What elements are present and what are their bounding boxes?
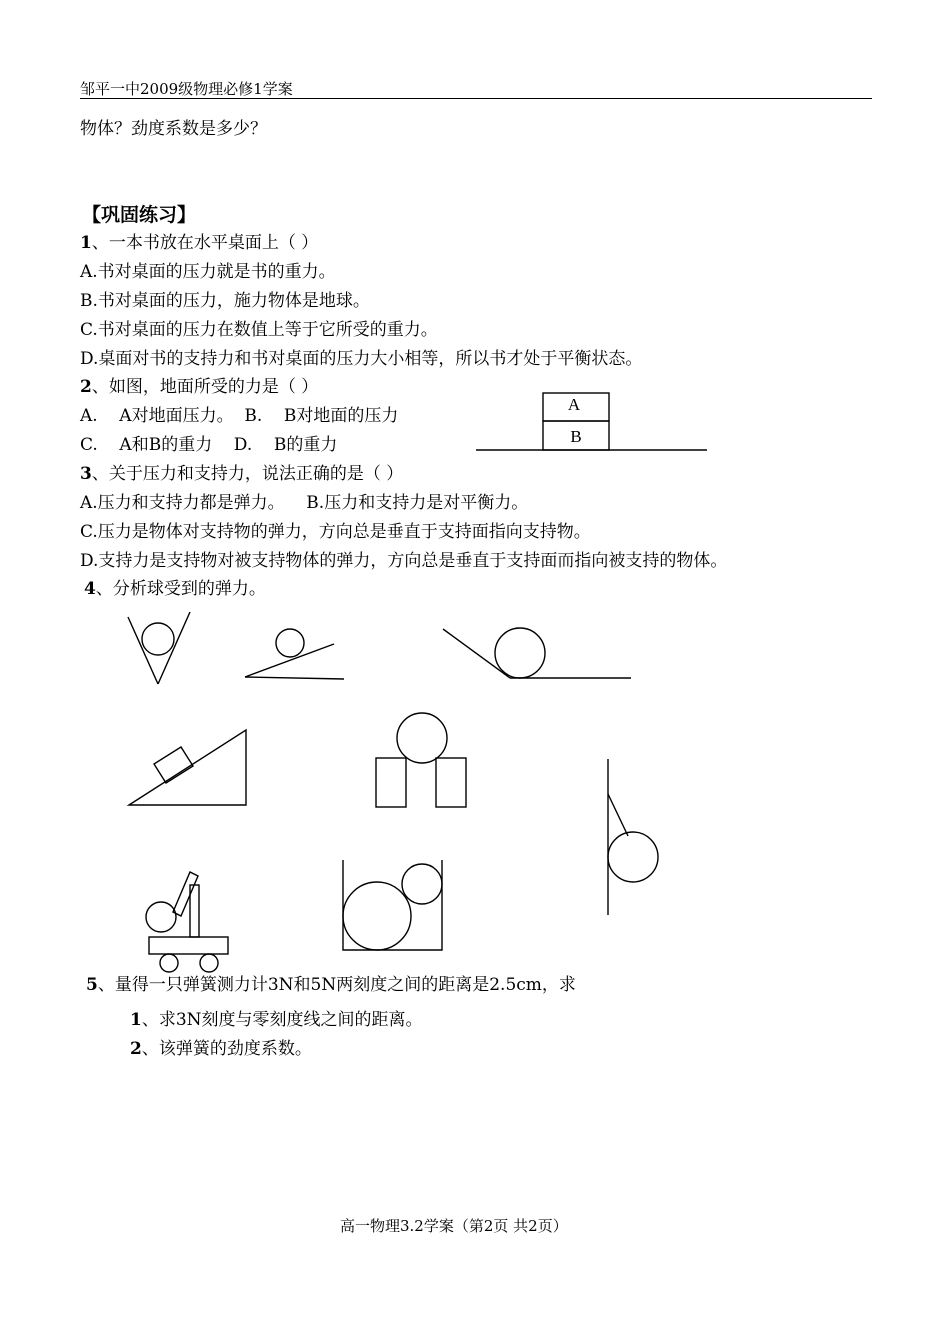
- continuation-text: 物体？劲度系数是多少？: [80, 119, 267, 139]
- ball: [146, 902, 176, 932]
- q1-option-c: C.书对桌面的压力在数值上等于它所受的重力。: [80, 320, 438, 340]
- block-on-inclined-plane-figure: [129, 730, 246, 805]
- q3-stem-text: 、关于压力和支持力，说法正确的是（ ）: [91, 464, 404, 484]
- q5-sub-2-text: 、该弹簧的劲度系数。: [141, 1039, 312, 1059]
- cart-body: [149, 937, 228, 954]
- ball: [276, 629, 304, 657]
- q2-options-row2: C. A和B的重力 D. B的重力: [80, 435, 338, 455]
- ball-hanging-on-wall-figure: [608, 759, 658, 915]
- q4-number: 4: [84, 579, 96, 599]
- q1-stem-text: 、一本书放在水平桌面上（ ）: [91, 233, 319, 253]
- q3-option-d: D.支持力是支持物对被支持物体的弹力，方向总是垂直于支持面而指向被支持的物体。: [80, 551, 728, 571]
- small-ball: [402, 864, 442, 904]
- q1-option-d: D.桌面对书的支持力和书对桌面的压力大小相等，所以书才处于平衡状态。: [80, 349, 643, 369]
- crane-cart-figure: [146, 872, 228, 972]
- q1-option-a: A.书对桌面的压力就是书的重力。: [80, 262, 336, 282]
- q5-stem-text: 、量得一只弹簧测力计3N和5N两刻度之间的距离是2.5cm，求: [97, 975, 576, 995]
- q2-number: 2: [80, 377, 92, 397]
- ball-in-v-groove-figure: [128, 612, 190, 684]
- ball: [142, 623, 174, 655]
- ball: [495, 628, 545, 678]
- block-b-label: B: [570, 427, 582, 446]
- page-header: 邹平一中2009级物理必修1学案: [80, 80, 293, 98]
- wheel-right: [200, 954, 218, 972]
- q3-option-c: C.压力是物体对支持物的弹力，方向总是垂直于支持面指向支持物。: [80, 522, 591, 542]
- q4-stem-text: 、分析球受到的弹力。: [95, 579, 266, 599]
- block-a-label: A: [567, 395, 581, 414]
- q5-number: 5: [86, 975, 98, 995]
- large-ball: [343, 882, 411, 950]
- ball: [397, 713, 447, 763]
- q3-number: 3: [80, 464, 92, 484]
- balls-in-container-figure: [343, 860, 442, 950]
- q5-sub-1-text: 、求3N刻度与零刻度线之间的距离。: [141, 1010, 423, 1030]
- left-block: [376, 758, 406, 807]
- q5-sub-2-number: 2: [130, 1039, 142, 1059]
- q3-options-ab: A.压力和支持力都是弹力。 B.压力和支持力是对平衡力。: [80, 493, 529, 513]
- q2-options-row1: A. A对地面压力。 B. B对地面的压力: [80, 406, 399, 426]
- q2-stacked-blocks-figure: [476, 393, 707, 450]
- page-footer: 高一物理3.2学案（第2页 共2页）: [340, 1217, 568, 1235]
- ball-on-ground-near-slope-figure: [443, 628, 631, 678]
- ball-on-incline-figure: [245, 629, 344, 679]
- q1-option-b: B.书对桌面的压力，施力物体是地球。: [80, 291, 370, 311]
- block: [154, 747, 193, 783]
- wheel-left: [160, 954, 178, 972]
- q5-sub-1-number: 1: [130, 1010, 142, 1030]
- ball-on-two-blocks-figure: [376, 713, 466, 807]
- q2-stem-text: 、如图，地面所受的力是（ ）: [91, 377, 319, 397]
- right-block: [436, 758, 466, 807]
- section-title: 【巩固练习】: [82, 204, 197, 226]
- ball: [608, 832, 658, 882]
- q1-number: 1: [80, 233, 92, 253]
